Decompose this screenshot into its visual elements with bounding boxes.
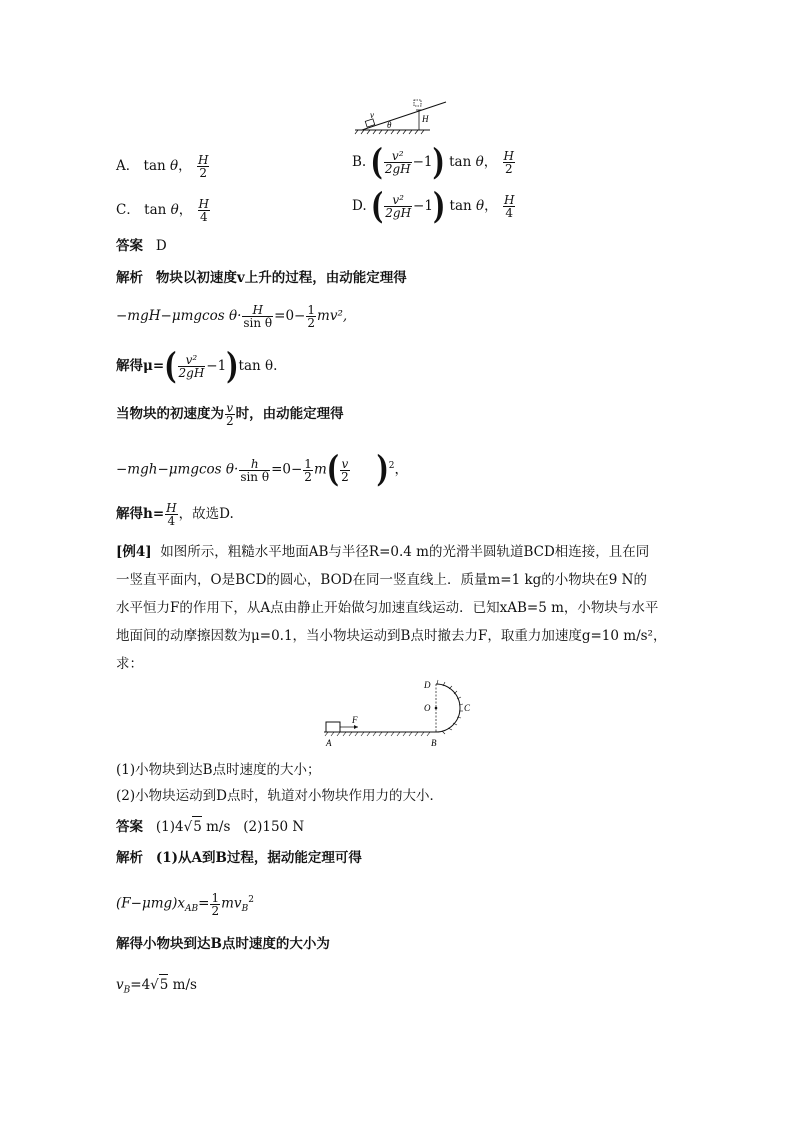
incline-figure [350,96,450,136]
analysis-1-eq2: −mgh−μmgcos θ· $\frac{h}{\text{sin θ}}$ =0− $\frac{1}{2}$ m( $\frac{v}{2}$ )$^2$， [116,449,408,491]
example4-p3: 水平恒力F的作用下，从A点由静止开始做匀加速直线运动．已知xAB=5 m，小物块与水平 [116,600,659,616]
example4-p5: 求： [116,656,143,672]
fig2-D: D [424,680,431,690]
example4-p4: 地面间的动摩擦因数为μ=0.1，当小物块运动到B点时撤去力F，取重力加速度g=10 m/s²， [116,628,667,644]
analysis-2-result: $v_B=4√5$ m/s [116,974,197,1001]
fig1-v: v [370,110,374,120]
option-b: B. ( $\frac{\text{v²}}{2gH}$ −1) tan θ， $\frac{H}{2}$ [352,142,514,183]
fig2-A: A [326,738,332,748]
analysis-1-sol2: 解得h= $\frac{H}{4}$ ，故选D. [116,501,234,528]
option-a-frac: $\frac{H}{2}$ [197,153,209,180]
fig2-C: C [464,703,471,713]
example4-p2: 一竖直平面内，O是BCD的圆心，BOD在同一竖直线上．质量m=1 kg的小物块在9 N的 [116,572,647,588]
analysis-2-eq: $(F-\mu mg)x_{AB}=$ $\frac{1}{2}$ $mv_B^2$ [116,890,254,918]
example4-p1: [例4] 如图所示，粗糙水平地面AB与半径R=0.4 m的光滑半圆轨道BCD相连接，且在同 [116,544,650,560]
option-c: C． tan θ， $\frac{H}{4}$ [116,197,210,224]
analysis-1-sol1: 解得μ=( $\frac{\text{v²}}{2gH}$ −1)tan θ. [116,346,278,387]
analysis-1-line1: 解析 物块以初速度v上升的过程，由动能定理得 [116,270,407,286]
question-2: (2)小物块运动到D点时，轨道对小物块作用力的大小． [116,788,443,804]
fig1-theta: θ [387,120,392,130]
analysis-1-eq1: −mgH−μmgcos θ· $\frac{H}{\text{sin θ}}$ =0− $\frac{1}{2}$ mv², [116,303,348,330]
answer-2: 答案 (1)4√5 m/s (2)150 N [116,816,304,837]
analysis-1-line2: 当物块的初速度为 $\frac{v}{2}$ 时，由动能定理得 [116,401,344,428]
option-d: D. ( $\frac{\text{v²}}{2gH}$ −1) tan θ， $\frac{H}{4}$ [352,186,515,227]
question-1: (1)小物块到达B点时速度的大小； [116,762,321,778]
fig2-F: F [352,715,358,725]
option-a: A． tan θ， $\frac{H}{2}$ [116,153,209,180]
analysis-2-line1: 解析 (1)从A到B过程，据动能定理可得 [116,850,362,866]
answer-1: 答案 D [116,238,167,254]
fig2-B: B [431,738,437,748]
track-figure [318,678,478,752]
fig1-H: H [422,114,429,124]
analysis-2-line2: 解得小物块到达B点时速度的大小为 [116,936,330,952]
fig2-O: O [424,703,431,713]
